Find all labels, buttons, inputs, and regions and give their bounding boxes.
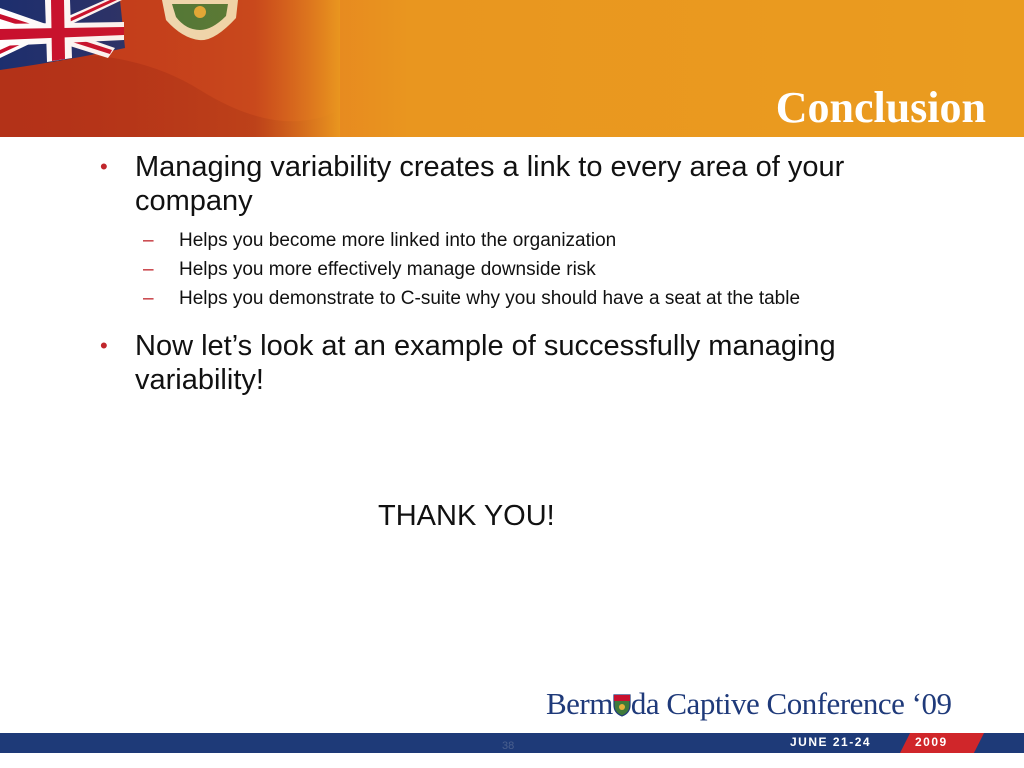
conference-logo (546, 686, 952, 722)
bermuda-flag-image (0, 0, 340, 137)
conference-dates: JUNE 21-24 (790, 735, 872, 749)
dash-marker: – (143, 288, 154, 309)
slide-title: Conclusion (775, 83, 986, 132)
crest-icon (613, 693, 631, 717)
closing-text: THANK YOU! (378, 500, 555, 532)
slide-header (0, 0, 1024, 137)
sub-bullet-item (143, 286, 870, 311)
sub-bullet-item (143, 228, 870, 253)
dash-marker: – (143, 259, 154, 280)
bullet-marker: • (100, 333, 108, 358)
slide-body (100, 150, 870, 397)
conference-year: 2009 (915, 735, 948, 749)
dash-marker: – (143, 230, 154, 251)
bullet-item (100, 150, 870, 218)
sub-bullet-item (143, 257, 870, 282)
bullet-item (100, 329, 870, 397)
sub-bullet-text: Helps you become more linked into the organization (179, 230, 617, 251)
logo-text-end: da Captive Conference ‘09 (630, 686, 952, 721)
sub-bullet-text: Helps you more effectively manage downside risk (179, 259, 596, 280)
logo-text-start: Berm (546, 686, 613, 721)
bullet-text: Managing variability creates a link to every area of your company (135, 151, 845, 217)
sub-bullet-text: Helps you demonstrate to C-suite why you should have a seat at the table (179, 288, 801, 309)
bullet-text: Now let’s look at an example of successfully managing variability! (135, 330, 836, 396)
page-number: 38 (502, 740, 515, 752)
bullet-marker: • (100, 154, 108, 179)
